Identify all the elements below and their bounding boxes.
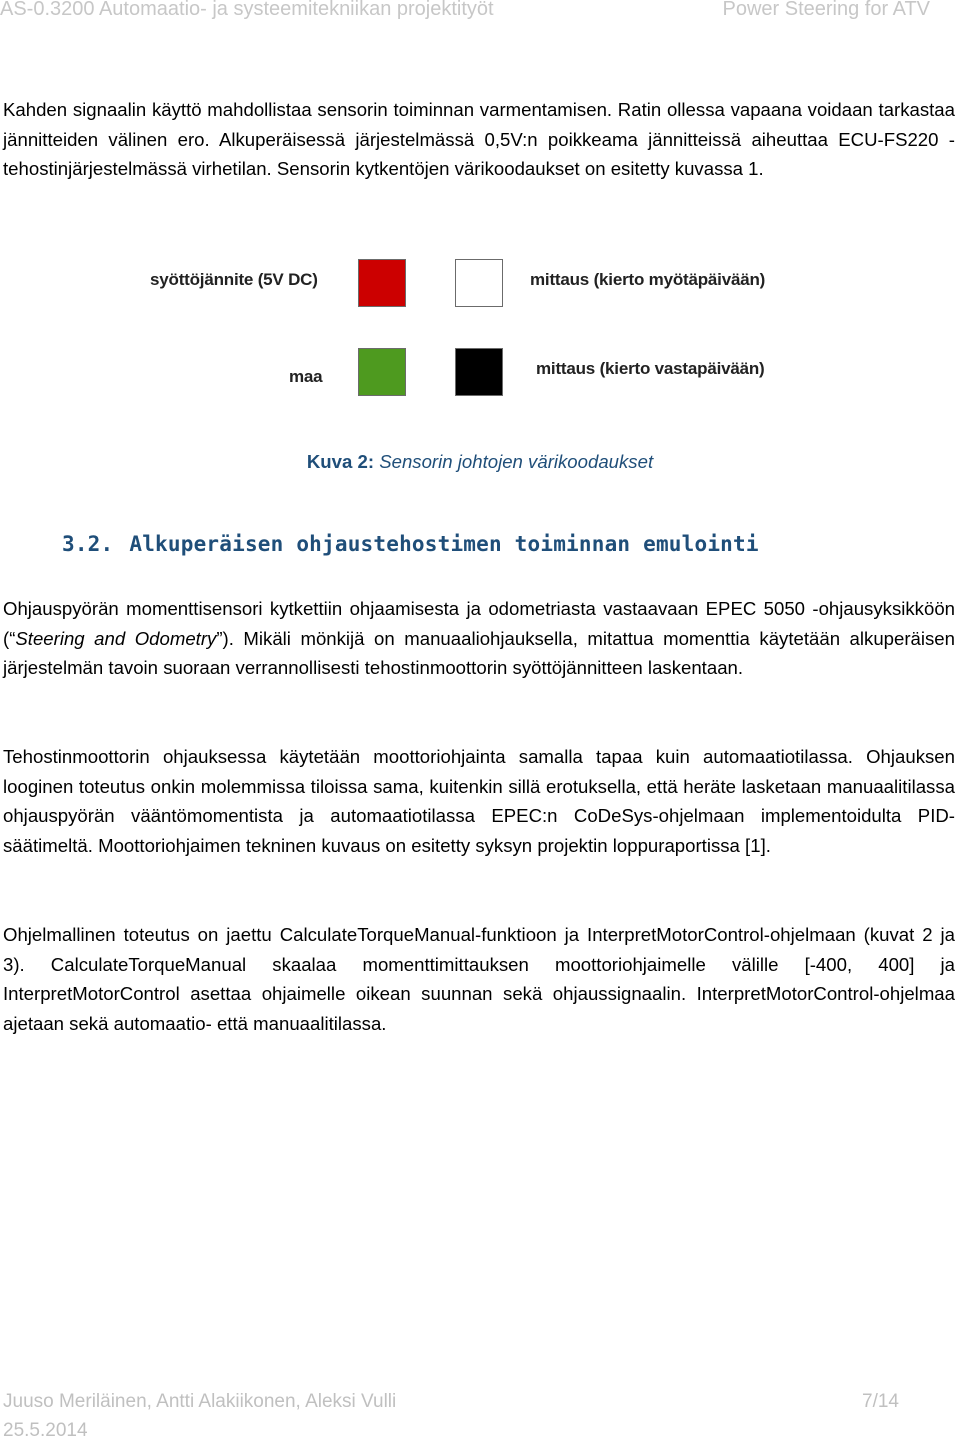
swatch-ccw-black: [455, 348, 503, 396]
swatch-cw-white: [455, 259, 503, 307]
header-course: AS-0.3200 Automaatio- ja systeemitekniikan projektityöt: [0, 0, 494, 20]
label-ground: maa: [289, 367, 323, 386]
section-title: Alkuperäisen ohjaustehostimen toiminnan emulointi: [129, 532, 759, 556]
figure-caption: [0, 451, 960, 473]
swatch-ground-green: [358, 348, 406, 396]
footer-date: 25.5.2014: [3, 1420, 88, 1441]
p2-italic: Steering and Odometry: [15, 627, 217, 649]
label-supply: syöttöjännite (5V DC): [150, 270, 318, 289]
paragraph-implementation: Ohjelmallinen toteutus on jaettu CalculateTorqueManual-funktioon ja InterpretMotorControl-ohjelmaan (kuvat 2 ja 3). CalculateTorqueManual skaalaa momenttimittauksen moottoriohjaimelle välille [-400, 400] ja InterpretMotorControl asettaa ohjaimelle oikean suunnan sekä ohjaussignaalin. InterpretMotorControl-ohjelmaa ajetaan sekä automaatio- että manuaalitilassa.: [3, 924, 955, 1035]
footer-page-number: 7/14: [862, 1391, 899, 1412]
label-cw: mittaus (kierto myötäpäivään): [530, 270, 766, 289]
section-heading: [62, 532, 759, 556]
page-header: [0, 0, 960, 22]
header-project: Power Steering for ATV: [722, 0, 930, 20]
paragraph-intro: Kahden signaalin käyttö mahdollistaa sensorin toiminnan varmentamisen. Ratin ollessa vapaana voidaan tarkastaa jännitteiden välinen ero. Alkuperäisessä järjestelmässä 0,5V:n poikkeama jännitteissä aiheuttaa ECU-FS220 -tehostinjärjestelmässä virhetilan. Sensorin kytkentöjen värikoodaukset on esitetty kuvassa 1.: [3, 99, 955, 180]
footer-authors: Juuso Meriläinen, Antti Alakiikonen, Aleksi Vulli: [3, 1391, 397, 1412]
p2-part-b: ”). Mikäli mönkijä on manuaaliohjauksella, mitattua momenttia käytetään alkuperäisen järjestelmän tavoin suoraan verrannollisesti tehostinmoottorin syöttöjännitteen laskentaan.: [3, 627, 955, 679]
wire-color-figure: [0, 250, 960, 410]
label-ccw: mittaus (kierto vastapäivään): [536, 359, 765, 378]
section-number: 3.2.: [62, 532, 114, 556]
swatch-supply-red: [358, 259, 406, 307]
paragraph-motor-control: Tehostinmoottorin ohjauksessa käytetään moottoriohjainta samalla tapaa kuin automaatiotilassa. Ohjauksen looginen toteutus onkin molemmissa tiloissa sama, kuitenkin sillä erotuksella, että heräte lasketaan manuaalitilassa ohjauspyörän vääntömomentista ja automaatiotilassa EPEC:n CoDeSys-ohjelmaan implementoidulta PID-säätimeltä. Moottoriohjaimen tekninen kuvaus on esitetty syksyn projektin loppuraportissa [1].: [3, 746, 955, 857]
p2-part-a: Ohjauspyörän momenttisensori kytkettiin ohjaamisesta ja odometriasta vastaavaan EPEC 5050 -ohjausyksikköön (“: [3, 598, 955, 649]
caption-text: Sensorin johtojen värikoodaukset: [379, 451, 654, 472]
caption-prefix: Kuva 2:: [306, 451, 375, 472]
paragraph-torque-sensor: [3, 594, 955, 683]
